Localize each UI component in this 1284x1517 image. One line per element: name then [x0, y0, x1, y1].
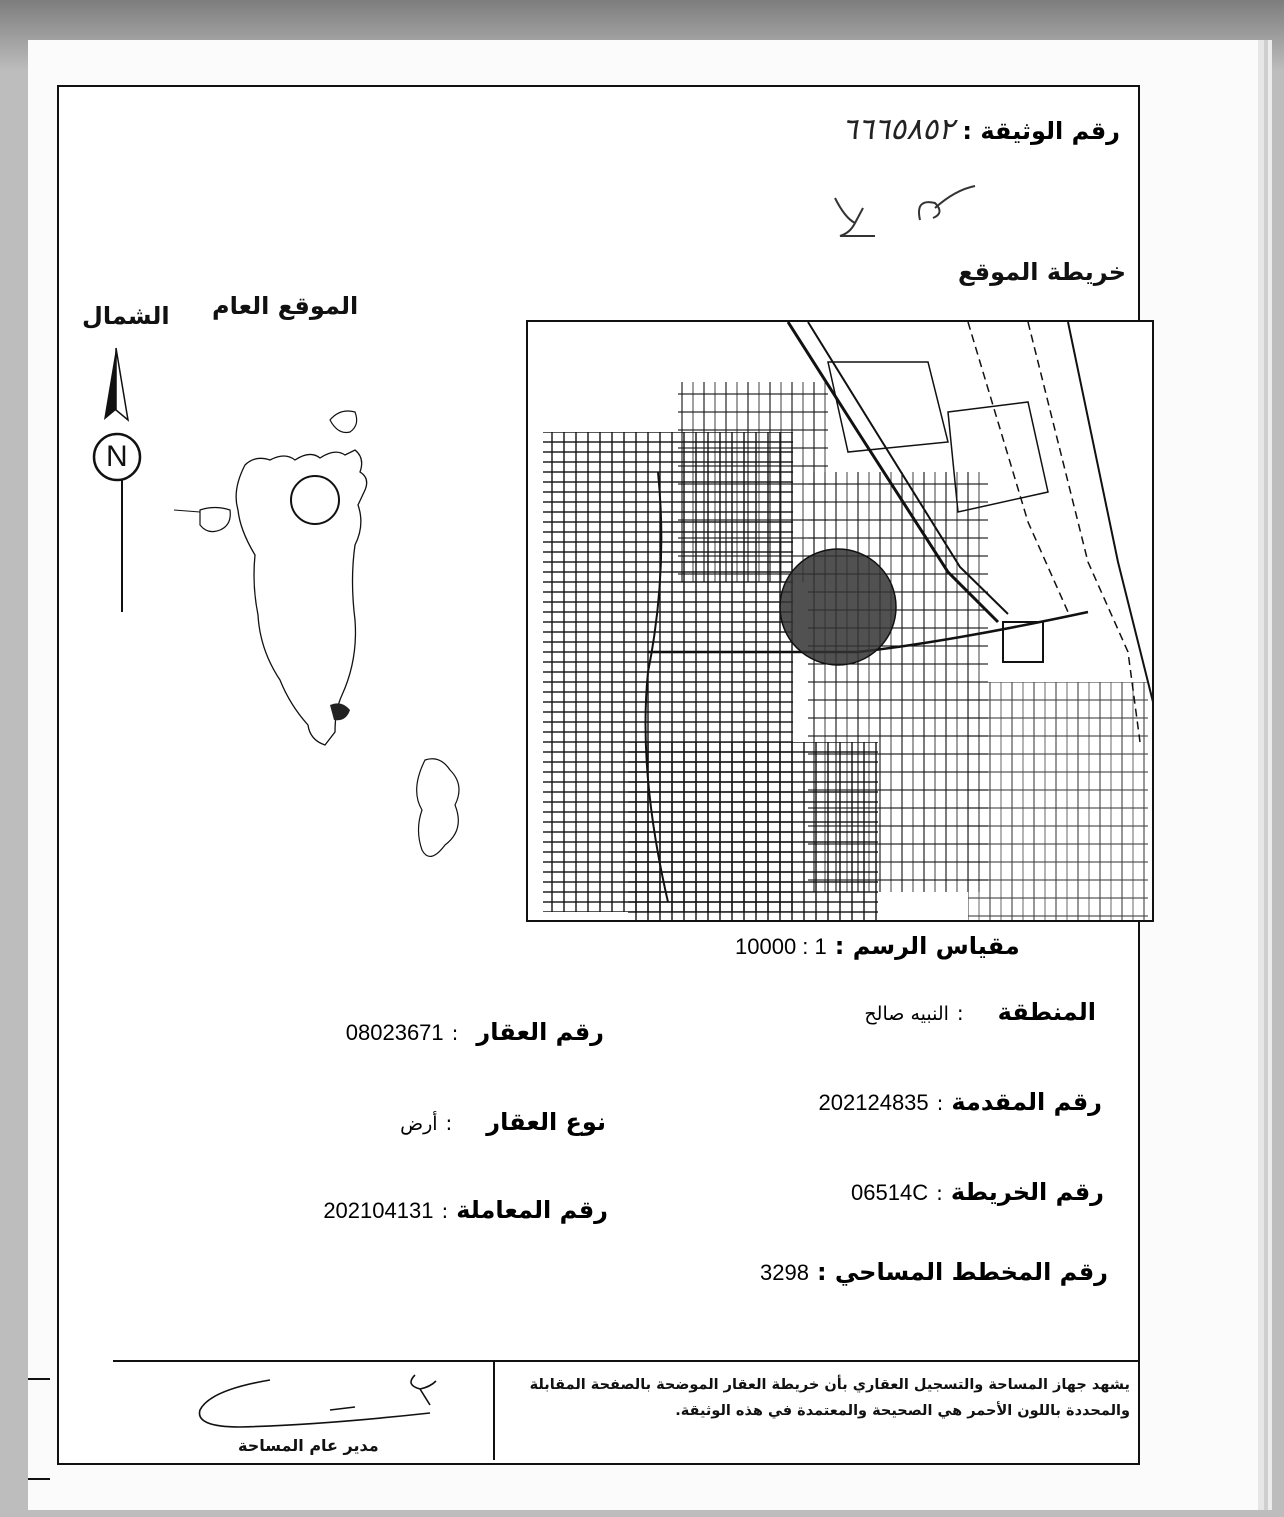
map-number-value: 06514C [851, 1180, 929, 1205]
scale-label: مقياس الرسم : [834, 932, 1020, 960]
map-number-colon: : [936, 1181, 943, 1205]
property-type-label: نوع العقار [486, 1108, 606, 1136]
site-map-title: خريطة الموقع [957, 258, 1126, 286]
doc-number [842, 112, 1120, 147]
application-number-value: 202124835 [818, 1090, 929, 1115]
property-number-field [346, 1018, 604, 1046]
property-type-field [400, 1108, 606, 1136]
transaction-number-label: رقم المعاملة [456, 1196, 608, 1224]
signatory-title: مدير عام المساحة [238, 1436, 379, 1455]
property-number-colon: : [451, 1021, 459, 1045]
general-location-label: الموقع العام [212, 292, 359, 320]
north-label: الشمال [82, 302, 170, 330]
transaction-number-field [323, 1196, 608, 1224]
signature [180, 1355, 440, 1445]
certificate-text: يشهد جهاز المساحة والتسجيل العقاري بأن خريطة العقار الموضحة بالصفحة المقابلة والمحددة باللون الأحمر هي الصحيحة والمعتمدة في هذه الوثيقة. [529, 1377, 1130, 1419]
margin-line [28, 1478, 50, 1480]
region-field [864, 998, 1096, 1026]
survey-plan-field [760, 1258, 1108, 1286]
application-number-colon: : [936, 1091, 944, 1115]
map-number-label: رقم الخريطة [950, 1178, 1104, 1206]
property-type-colon: : [445, 1111, 453, 1135]
scale [735, 932, 1020, 960]
property-number-value: 08023671 [345, 1020, 444, 1045]
application-number-field [819, 1088, 1102, 1116]
transaction-number-value: 202104131 [323, 1198, 434, 1223]
doc-number-label: رقم الوثيقة : [962, 117, 1120, 145]
region-colon: : [956, 1001, 964, 1025]
certificate-divider [493, 1362, 495, 1460]
region-value: النبيه صالح [864, 1003, 949, 1025]
survey-plan-value: 3298 [759, 1260, 809, 1285]
map-number-field [851, 1178, 1104, 1206]
north-arrow-icon [90, 340, 154, 620]
property-number-label: رقم العقار [476, 1018, 604, 1046]
handwritten-mark [815, 178, 995, 248]
site-map [526, 320, 1154, 922]
region-label: المنطقة [997, 998, 1096, 1026]
transaction-number-colon: : [441, 1199, 449, 1223]
site-map-drawing [528, 322, 1154, 922]
general-location-map [160, 360, 480, 880]
margin-line [28, 1378, 50, 1380]
application-number-label: رقم المقدمة [951, 1088, 1102, 1116]
survey-plan-label: رقم المخطط المساحي : [816, 1258, 1108, 1286]
doc-number-handwritten: ٦٦٦٥٨٥٢ [841, 112, 955, 147]
north-letter: N [106, 440, 128, 473]
scale-value: 10000 : 1 [735, 934, 827, 959]
property-type-value: أرض [400, 1113, 438, 1135]
